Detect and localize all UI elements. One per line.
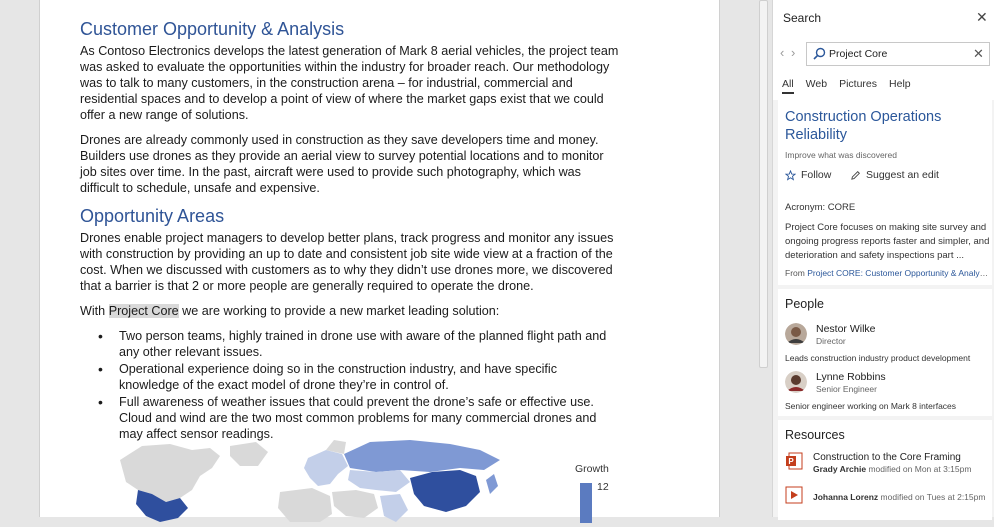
map-region-japan	[486, 474, 498, 494]
paragraph-4	[80, 303, 620, 319]
avatar	[785, 371, 807, 393]
document-body[interactable]	[80, 14, 620, 448]
person-role: Director	[816, 336, 846, 346]
map-chart-svg	[80, 432, 580, 522]
search-box[interactable]	[806, 42, 990, 66]
map-region-china	[410, 470, 480, 512]
map-region-india	[380, 494, 408, 522]
resources-heading: Resources	[785, 428, 845, 442]
search-input[interactable]	[829, 46, 969, 62]
result-description: Project Core focuses on making site survey and ongoing progress reports faster and simpler, and deterioration and safety inspections part ...	[785, 222, 990, 261]
paragraph-4-pre: With	[80, 304, 109, 318]
heading-opportunity-areas: Opportunity Areas	[80, 206, 225, 226]
resource-author: Johanna Lorenz	[813, 492, 879, 502]
resource-modified: modified on Tues at 2:15pm	[878, 492, 986, 502]
resource-meta	[813, 492, 985, 502]
list-item: • Two person teams, highly trained in drone use with aware of the planned flight path and any other relevant issues.	[119, 328, 620, 360]
map-legend-bar	[580, 483, 592, 523]
paragraph-4-post: we are working to provide a new market leading solution:	[178, 304, 500, 318]
close-icon[interactable]: ✕	[976, 9, 988, 25]
tab-all[interactable]: All	[782, 78, 794, 94]
person-name[interactable]: Lynne Robbins	[816, 371, 886, 383]
list-item: • Operational experience doing so in the construction industry, and have specific knowledge of the exact model of drone they’re in control of.	[119, 361, 620, 393]
powerpoint-icon	[785, 452, 803, 470]
map-chart	[80, 432, 580, 522]
paragraph-1: As Contoso Electronics develops the latest generation of Mark 8 aerial vehicles, the project team was asked to evaluate the opportunities within the industry for broader reach. Our methodology was to talk to many customers, in the construction arena – for industrial, commercial and residential spaces and to develop a point of view of where the market gaps exist that we could offer a new range of solutions.	[80, 44, 619, 122]
follow-label: Follow	[801, 169, 832, 181]
forward-arrow-icon[interactable]: ›	[791, 45, 796, 60]
map-legend-title: Growth	[575, 463, 609, 475]
resource-title[interactable]: Construction to the Core Framing	[813, 452, 961, 463]
people-card	[778, 289, 992, 416]
heading-customer-opportunity: Customer Opportunity & Analysis	[80, 19, 345, 39]
highlighted-term[interactable]: Project Core	[108, 304, 179, 318]
person-name[interactable]: Nestor Wilke	[816, 323, 876, 335]
follow-button[interactable]	[785, 169, 831, 181]
result-source	[785, 268, 990, 278]
pane-title: Search	[783, 11, 822, 25]
resource-author: Grady Archie	[813, 464, 867, 474]
pencil-icon	[850, 170, 861, 181]
map-region-greenland	[230, 442, 268, 466]
resources-card	[778, 420, 992, 520]
search-pane	[772, 0, 994, 517]
video-icon	[785, 486, 803, 504]
tab-pictures[interactable]: Pictures	[839, 78, 878, 90]
suggest-edit-button[interactable]	[850, 169, 939, 181]
source-link[interactable]: Project CORE: Customer Opportunity & Analysis	[807, 268, 990, 278]
map-legend-max: 12	[597, 481, 609, 493]
source-prefix: From	[785, 268, 808, 278]
search-tabs	[782, 78, 911, 94]
result-title[interactable]: Construction Operations Reliability	[785, 109, 942, 143]
map-region-europe	[304, 450, 348, 486]
suggest-edit-label: Suggest an edit	[866, 169, 939, 181]
avatar	[785, 323, 807, 345]
vertical-scrollbar[interactable]	[759, 0, 768, 368]
acronym-text: Acronym: CORE	[785, 202, 856, 213]
paragraph-3: Drones enable project managers to develop better plans, track progress and monitor any issues with construction by providing an up to date and consistent job site wide view at a fraction of the cost. When we discussed with customers as to why they didn’t use drones more, we discovered that a barrier is that 2 or more people are generally required to operate the drone.	[80, 231, 614, 293]
tab-help[interactable]: Help	[889, 78, 911, 90]
resource-modified: modified on Mon at 3:15pm	[866, 464, 972, 474]
people-heading: People	[785, 297, 824, 311]
bullet-list	[119, 328, 620, 442]
clear-search-icon[interactable]: ✕	[973, 46, 984, 61]
person-description: Leads construction industry product development	[785, 353, 971, 363]
search-results[interactable]	[773, 100, 994, 517]
search-pane-header	[773, 0, 994, 100]
svg-text:P: P	[788, 457, 794, 466]
map-region-russia	[344, 440, 500, 472]
tab-web[interactable]: Web	[805, 78, 828, 90]
result-card-definition	[778, 100, 992, 285]
person-role: Senior Engineer	[816, 384, 877, 394]
search-icon	[813, 47, 826, 60]
map-region-north-america	[120, 444, 220, 502]
improve-link[interactable]: Improve what was discovered	[785, 150, 897, 160]
person-description: Senior engineer working on Mark 8 interfaces	[785, 401, 957, 411]
paragraph-2: Drones are already commonly used in construction as they save developers time and money. Builders use drones as they provide an aerial view to survey potential locations and to monitor job sites over time. In the past, aircraft were used to provide such photography, which was difficult to schedule, unsafe and expensive.	[80, 133, 604, 195]
resource-meta	[813, 464, 971, 474]
map-region-central-asia	[348, 470, 410, 492]
star-icon	[785, 170, 796, 181]
map-region-middle-east	[332, 490, 378, 518]
list-item: • Full awareness of weather issues that could prevent the drone’s safe or effective use. Cloud and wind are the two most common problems for many commercial drones and may affect sensor readings.	[119, 394, 620, 442]
back-arrow-icon[interactable]: ‹	[780, 45, 785, 60]
